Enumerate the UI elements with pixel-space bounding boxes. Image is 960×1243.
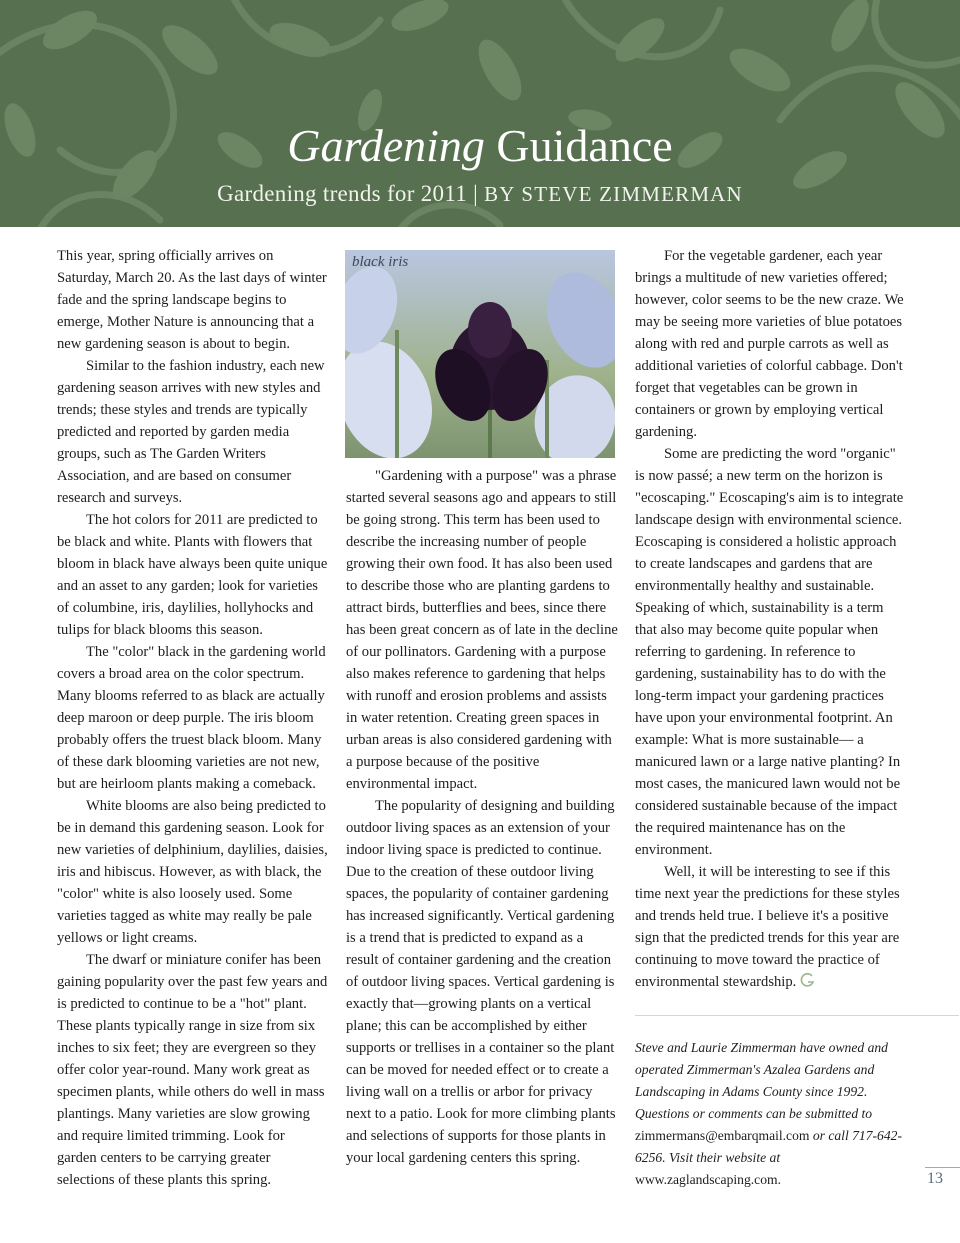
photo-caption: black iris: [352, 254, 409, 270]
byline: BY STEVE ZIMMERMAN: [484, 182, 743, 206]
iris-illustration: [345, 250, 615, 458]
paragraph: Similar to the fashion industry, each new gardening season arrives with new styles and trends; these styles and trends are typically predicted and reported by garden media groups, such as The Garden Writers Association, and are based on consumer research and surveys.: [57, 358, 325, 506]
subtitle-text: Gardening trends for 2011 |: [217, 181, 485, 206]
bio-text: .: [777, 1172, 781, 1187]
paragraph: The hot colors for 2011 are predicted to be black and white. Plants with flowers that bloom in black have always been quite unique and an asset to any garden; look for varieties of columbine, iris, daylilies, hollyhocks and tulips for black blooms this season.: [57, 512, 328, 638]
paragraph: The popularity of designing and building outdoor living spaces as an extension of your indoor living space is predicted to continue. Due to the creation of these outdoor living spaces, the popularity of container gardening has increased significantly. Vertical gardening is a trend that is predicted to expand as a result of container gardening and the creation of outdoor living spaces. Vertical gardening is exactly that—growing plants on a vertical plane; this can be accomplished by either supports or trellises in a container so the plant can be moved for needed effect or to create a living wall on a trellis or arbor for privacy next to a patio. Look for more climbing plants and selections of supports for those plants in your local gardening centers this spring.: [346, 798, 616, 1166]
paragraph: "Gardening with a purpose" was a phrase started several seasons ago and appears to still be going strong. This term has been used to describe the increasing number of people growing their own food. It has also been used to describe those who are planting gardens to attract birds, butterflies and bees, since there has been great concern as of late in the decline of our pollinators. Gardening with a purpose also makes reference to gardening that helps with runoff and erosion problems and assists in water retention. Creating green spaces in urban areas is also considered gardening with a purpose because of the positive environmental impact.: [346, 468, 618, 792]
paragraph: The "color" black in the gardening world covers a broad area on the color spectrum. Many blooms referred to as black are actually deep maroon or deep purple. The iris bloom probably offers the truest black bloom. Many of these dark blooming varieties are not new, but are heirloom plants making a comeback.: [57, 644, 326, 792]
paragraph: White blooms are also being predicted to be in demand this gardening season. Look for new varieties of delphinium, daylilies, daisies, iris and hibiscus. However, as with black, the "color" white is also loosely used. Some varieties tagged as white may really be pale yellows or light creams.: [57, 798, 328, 946]
paragraph: For the vegetable gardener, each year brings a multitude of new varieties offered; however, color seems to be the new craze. We may be seeing more varieties of blue potatoes along with red and purple carrots as well as additional varieties of colorful cabbage. Don't forget that vegetables can be grown in containers or grown by employing vertical gardening.: [635, 248, 904, 440]
bio-website-link[interactable]: www.zaglandscaping.com: [635, 1172, 778, 1187]
paragraph: [635, 861, 907, 993]
page-subtitle: [0, 178, 960, 210]
article-column-3: [635, 245, 907, 993]
page-title: [0, 118, 960, 174]
header-banner: [0, 0, 960, 227]
article-column-1: [57, 245, 328, 1191]
article-column-2: [346, 465, 618, 1169]
g-logo-icon: [800, 972, 816, 988]
paragraph: The dwarf or miniature conifer has been gaining popularity over the past few years and is predicted to continue to be a "hot" plant. These plants typically range in size from six inches to six feet; they are evergreen so they offer color year-round. Many work great as specimen plants, while others do well in mass plantings. Many varieties are slow growing and require limited trimming. Look for garden centers to be carrying greater selections of these plants this spring.: [57, 952, 328, 1188]
bio-text: Steve and Laurie Zimmerman have owned and operated Zimmerman's Azalea Gardens and Landscaping in Adams County since 1992. Questions or comments can be submitted to: [635, 1040, 888, 1121]
iris-photo: [345, 250, 615, 458]
page-number-rule: [925, 1167, 960, 1168]
closing-text: Well, it will be interesting to see if this time next year the predictions for these styles and trends held true. I believe it's a positive sign that the predicted trends for this year are continuing to move toward the practice of environmental stewardship.: [635, 864, 900, 990]
bio-email-link[interactable]: zimmermans@embarqmail.com: [635, 1128, 810, 1143]
paragraph: Some are predicting the word "organic" is now passé; a new term on the horizon is "ecoscaping." Ecoscaping's aim is to integrate landscape design with environmental science. Ecoscaping is considered a holistic approach to create landscapes and gardens that are environmentally healthy and sustainable. Speaking of which, sustainability is a term that also may become quite popular when referring to gardening. In reference to gardening, sustainability has to do with the long-term impact your gardening practices have upon your environmental footprint. An example: What is more sustainable— a manicured lawn or a large native planting? In most cases, the manicured lawn would not be considered sustainable because of the impact the required maintenance has on the environment.: [635, 446, 904, 858]
bio-text: or call 717-642-6256. Visit their website at: [635, 1128, 902, 1165]
paragraph: This year, spring officially arrives on Saturday, March 20. As the last days of winter fade and the spring landscape begins to emerge, Mother Nature is announcing that a new gardening season is about to begin.: [57, 248, 327, 352]
title-italic: Gardening: [287, 120, 485, 171]
title-rest: Guidance: [484, 120, 673, 171]
page-number: 13: [927, 1170, 943, 1187]
bio-divider: [635, 1015, 959, 1016]
author-bio: [635, 1037, 915, 1191]
